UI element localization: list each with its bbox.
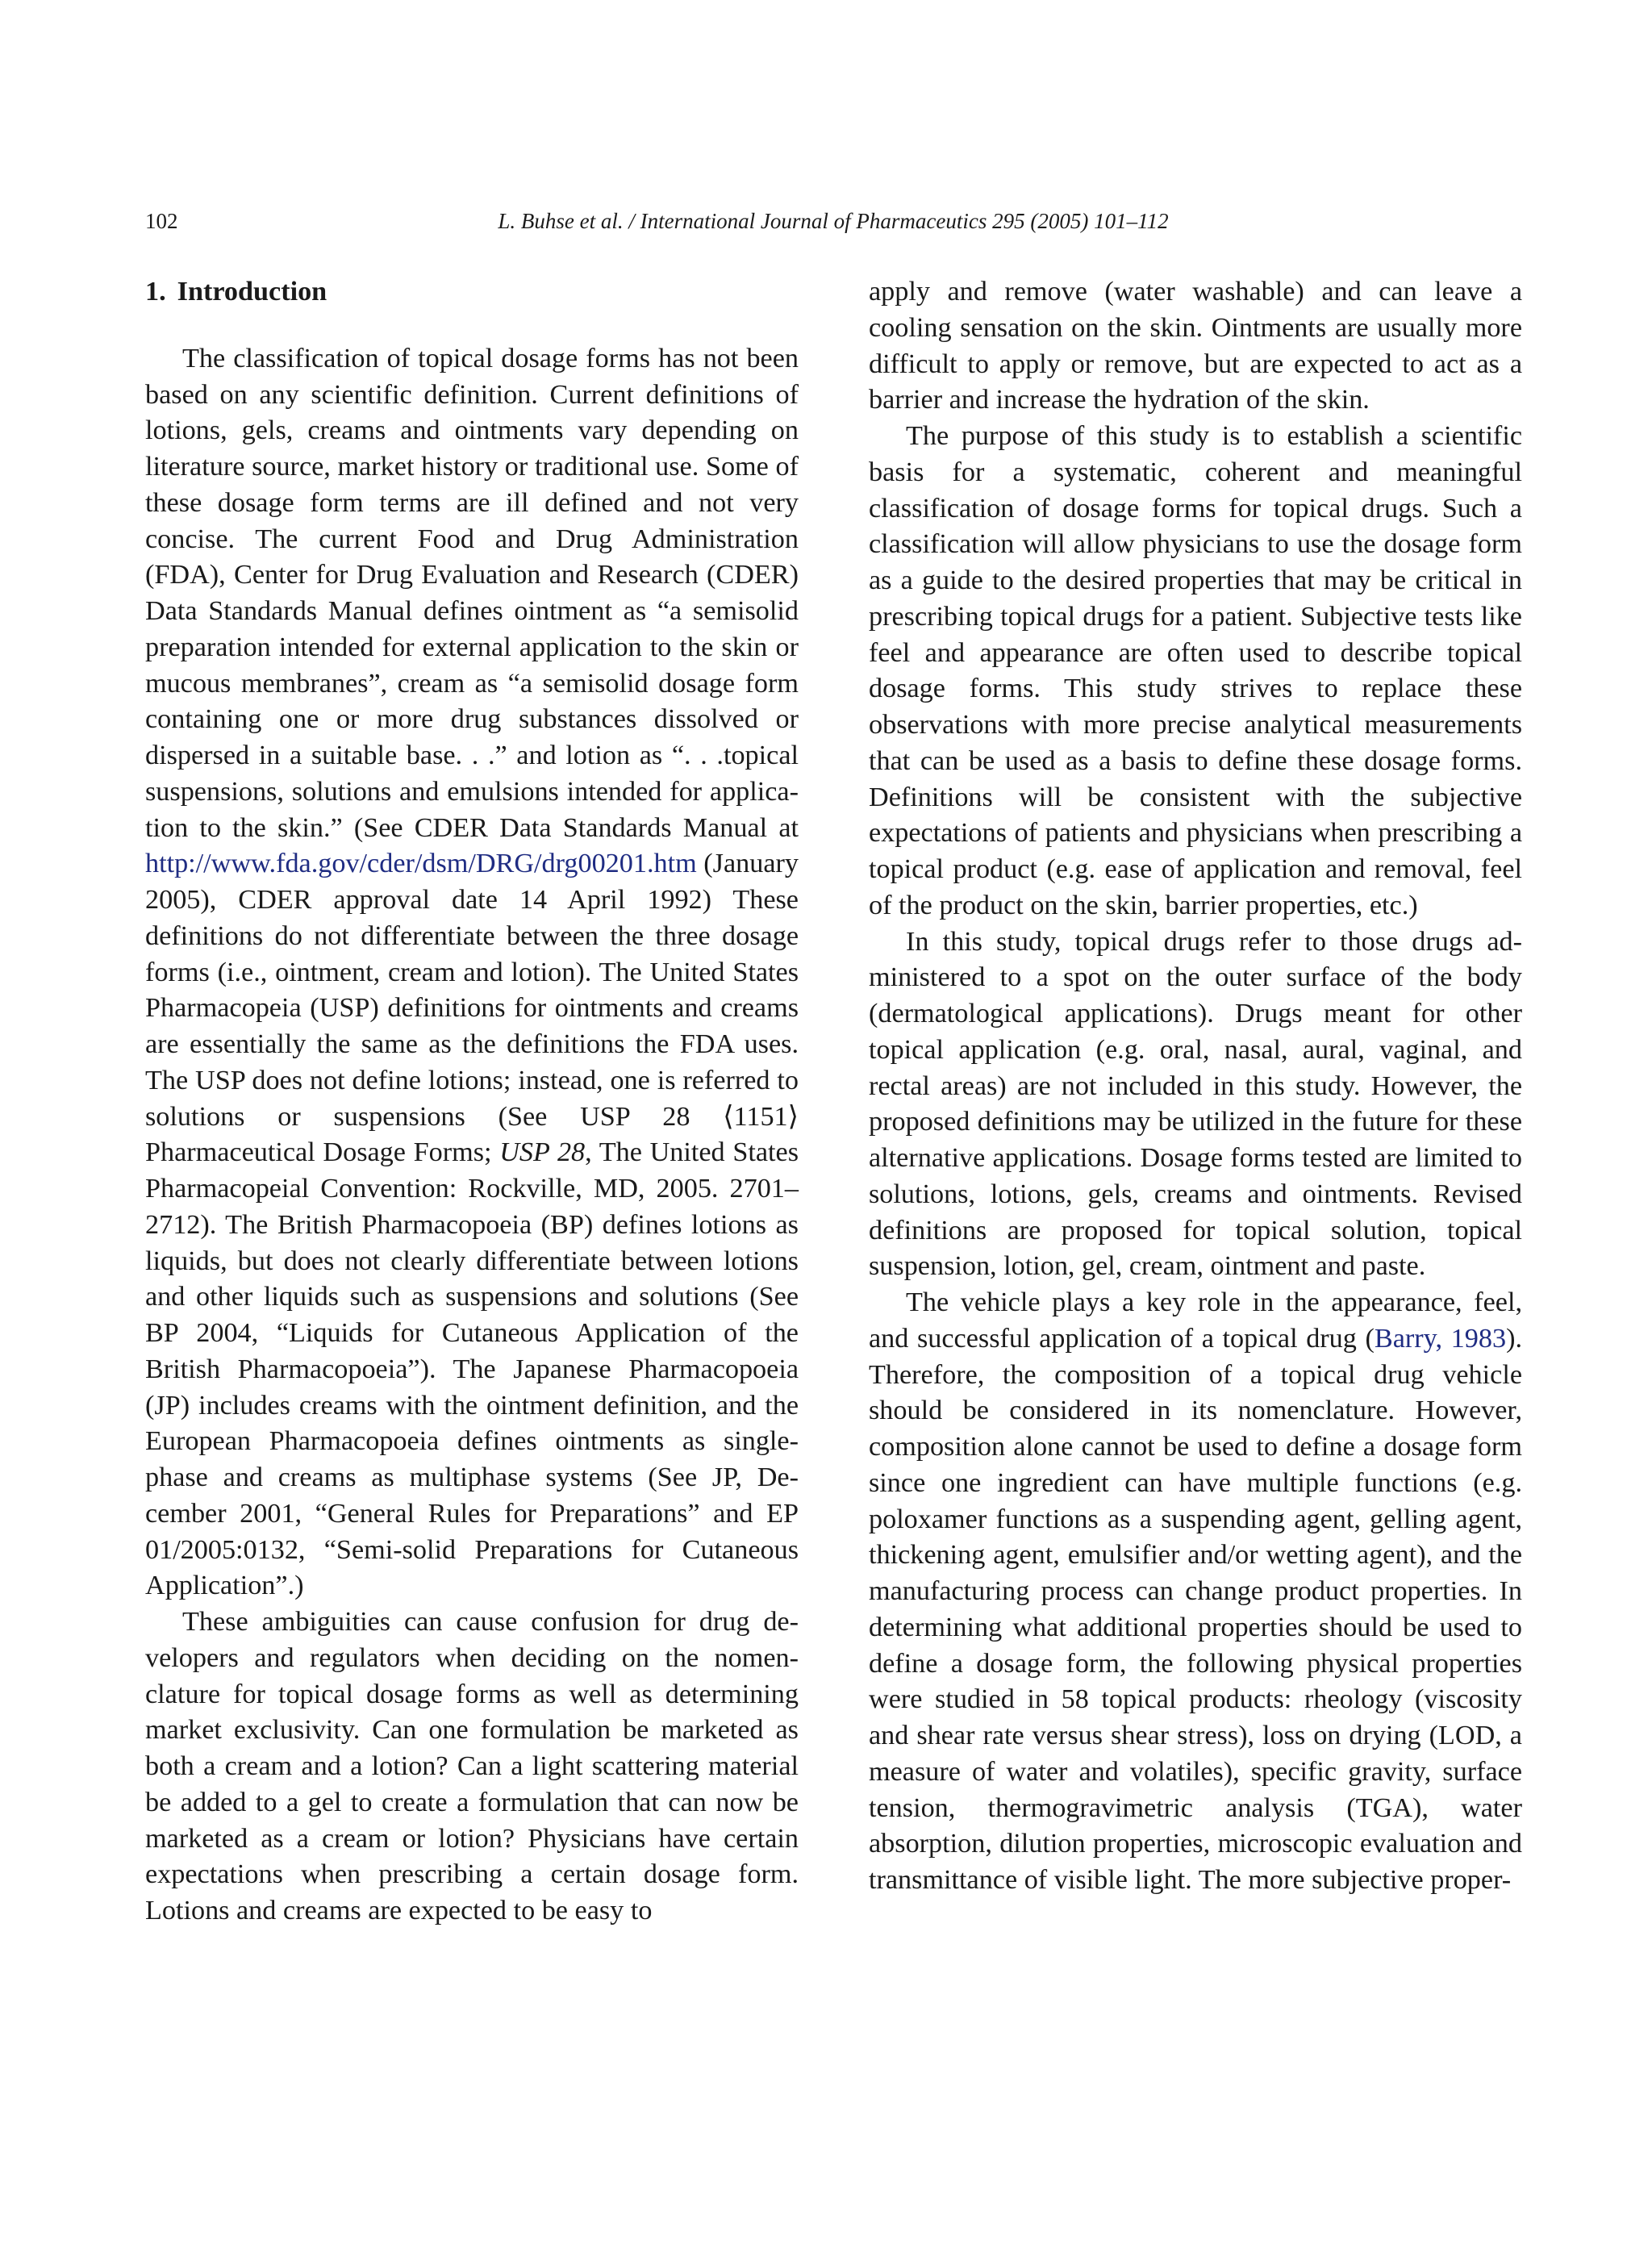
section-title: Introduction xyxy=(177,277,327,307)
paragraph-text: , The United States Pharmacopeial Convention: Rockville, MD, 2005. 2701–2712). The British Pharmacopoeia (BP) defines lotions as liquids, but does not clearly differentiate between lotions and other liquids such as suspensions and solutions (See BP 2004, “Liquids for Cutaneous Application of the British Pharmacopoeia”). The Japanese Pharmacopoeia (JP) includes creams with the ointment definition, and the European Pharmacopoeia defines ointments as single-phase and creams as multiphase systems (See JP, December 2001, “General Rules for Preparations” and EP 01/2005:0132, “Semi-solid Preparations for Cutaneous Application”.) xyxy=(145,1137,799,1601)
paragraph-text: The classification of topical dosage forms has not been based on any scientific definition. Current definitions of lotions, gels, creams and ointments vary depending on literature source, market history or traditional use. Some of these dosage form terms are ill defined and not very concise. The current Food and Drug Administration (FDA), Center for Drug Evaluation and Research (CDER) Data Standards Manual defines ointment as “a semisolid preparation intended for external application to the skin or mucous membranes”, cream as “a semisolid dosage form containing one or more drug substances dissolved or dispersed in a suitable base. . .” and lotion as “. . .topical suspensions, solutions and emulsions intended for application to the skin.” (See CDER Data Standards Manual at xyxy=(145,343,799,843)
paragraph-text: ). Therefore, the composition of a topical drug vehicle should be considered in its nomenclature. However, composition alone cannot be used to define a dosage form since one ingredient can have multiple functions (e.g. poloxamer functions as a suspending agent, gelling agent, thickening agent, emulsifier and/or wetting agent), and the manufacturing process can change product properties. In determining what additional properties should be used to define a dosage form, the following physical properties were studied in 58 topical products: rheology (viscosity and shear rate versus shear stress), loss on drying (LOD, a measure of water and volatiles), specific gravity, surface tension, thermogravimetric analysis (TGA), water absorption, dilution properties, microscopic evaluation and transmittance of visible light. The more subjective proper- xyxy=(869,1323,1522,1895)
paragraph: apply and remove (water washable) and can leave a cooling sensation on the skin. Ointments are usually more difficult to apply or remove, but are expected to act as a barrier and increase the hydration of the skin. xyxy=(869,277,1522,415)
paragraph xyxy=(145,341,799,1604)
running-head: L. Buhse et al. / International Journal of Pharmaceutics 295 (2005) 101–112 xyxy=(498,209,1169,233)
section-heading xyxy=(145,274,799,311)
paragraph: These ambiguities can cause confusion for drug developers and regulators when deciding on the nomenclature for topical dosage forms as well as determining market exclusivity. Can one formulation be marketed as both a cream and a lotion? Can a light scattering material be added to a gel to create a formulation that can now be marketed as a cream or lotion? Physicians have certain expectations when prescribing a certain dosage form. Lotions and creams are expected to be easy to xyxy=(145,1607,799,1925)
section-number: 1. xyxy=(145,277,166,307)
right-column xyxy=(869,274,1522,1899)
paragraph: In this study, topical drugs refer to those drugs administered to a spot on the outer surface of the body (dermatological applications). Drugs meant for other topical application (e.g. oral, nasal, aural, vaginal, and rectal areas) are not included in this study. However, the proposed definitions may be utilized in the future for these alternative applications. Dosage forms tested are limited to solutions, lotions, gels, creams and ointments. Revised definitions are proposed for topical solution, topical suspension, lotion, gel, cream, ointment and paste. xyxy=(869,926,1522,1282)
left-column xyxy=(145,274,799,1930)
page-number: 102 xyxy=(145,209,178,233)
paragraph-text: The vehicle plays a key role in the appearance, feel, and successful application of a topical drug ( xyxy=(869,1287,1522,1354)
paragraph: The purpose of this study is to establish a scientific basis for a systematic, coherent and meaningful classification of dosage forms for topical drugs. Such a classification will allow physicians to use the dosage form as a guide to the desired properties that may be critical in prescribing topical drugs for a patient. Subjective tests like feel and appearance are often used to describe topical dosage forms. This study strives to replace these observations with more precise analytical measurements that can be used as a basis to define these dosage forms. Definitions will be consistent with the subjective expectations of patients and physicians when prescribing a topical product (e.g. ease of application and removal, feel of the product on the skin, barrier properties, etc.) xyxy=(869,421,1522,920)
citation-link[interactable]: Barry, 1983 xyxy=(1374,1323,1507,1354)
italic-title: USP 28 xyxy=(499,1137,586,1168)
paragraph-text: (January 2005), CDER approval date 14 April 1992) These definitions do not differentiate between the three dosage forms (i.e., ointment, cream and lotion). The United States Pharmacopeia (USP) definitions for ointments and creams are essentially the same as the definitions the FDA uses. The USP does not define lotions; instead, one is referred to solutions or suspensions (See USP 28 ⟨1151⟩ Pharmaceutical Dosage Forms; xyxy=(145,849,799,1168)
paragraph xyxy=(869,1285,1522,1899)
fda-link[interactable]: http://www.fda.gov/cder/dsm/DRG/drg00201.htm xyxy=(145,849,697,879)
